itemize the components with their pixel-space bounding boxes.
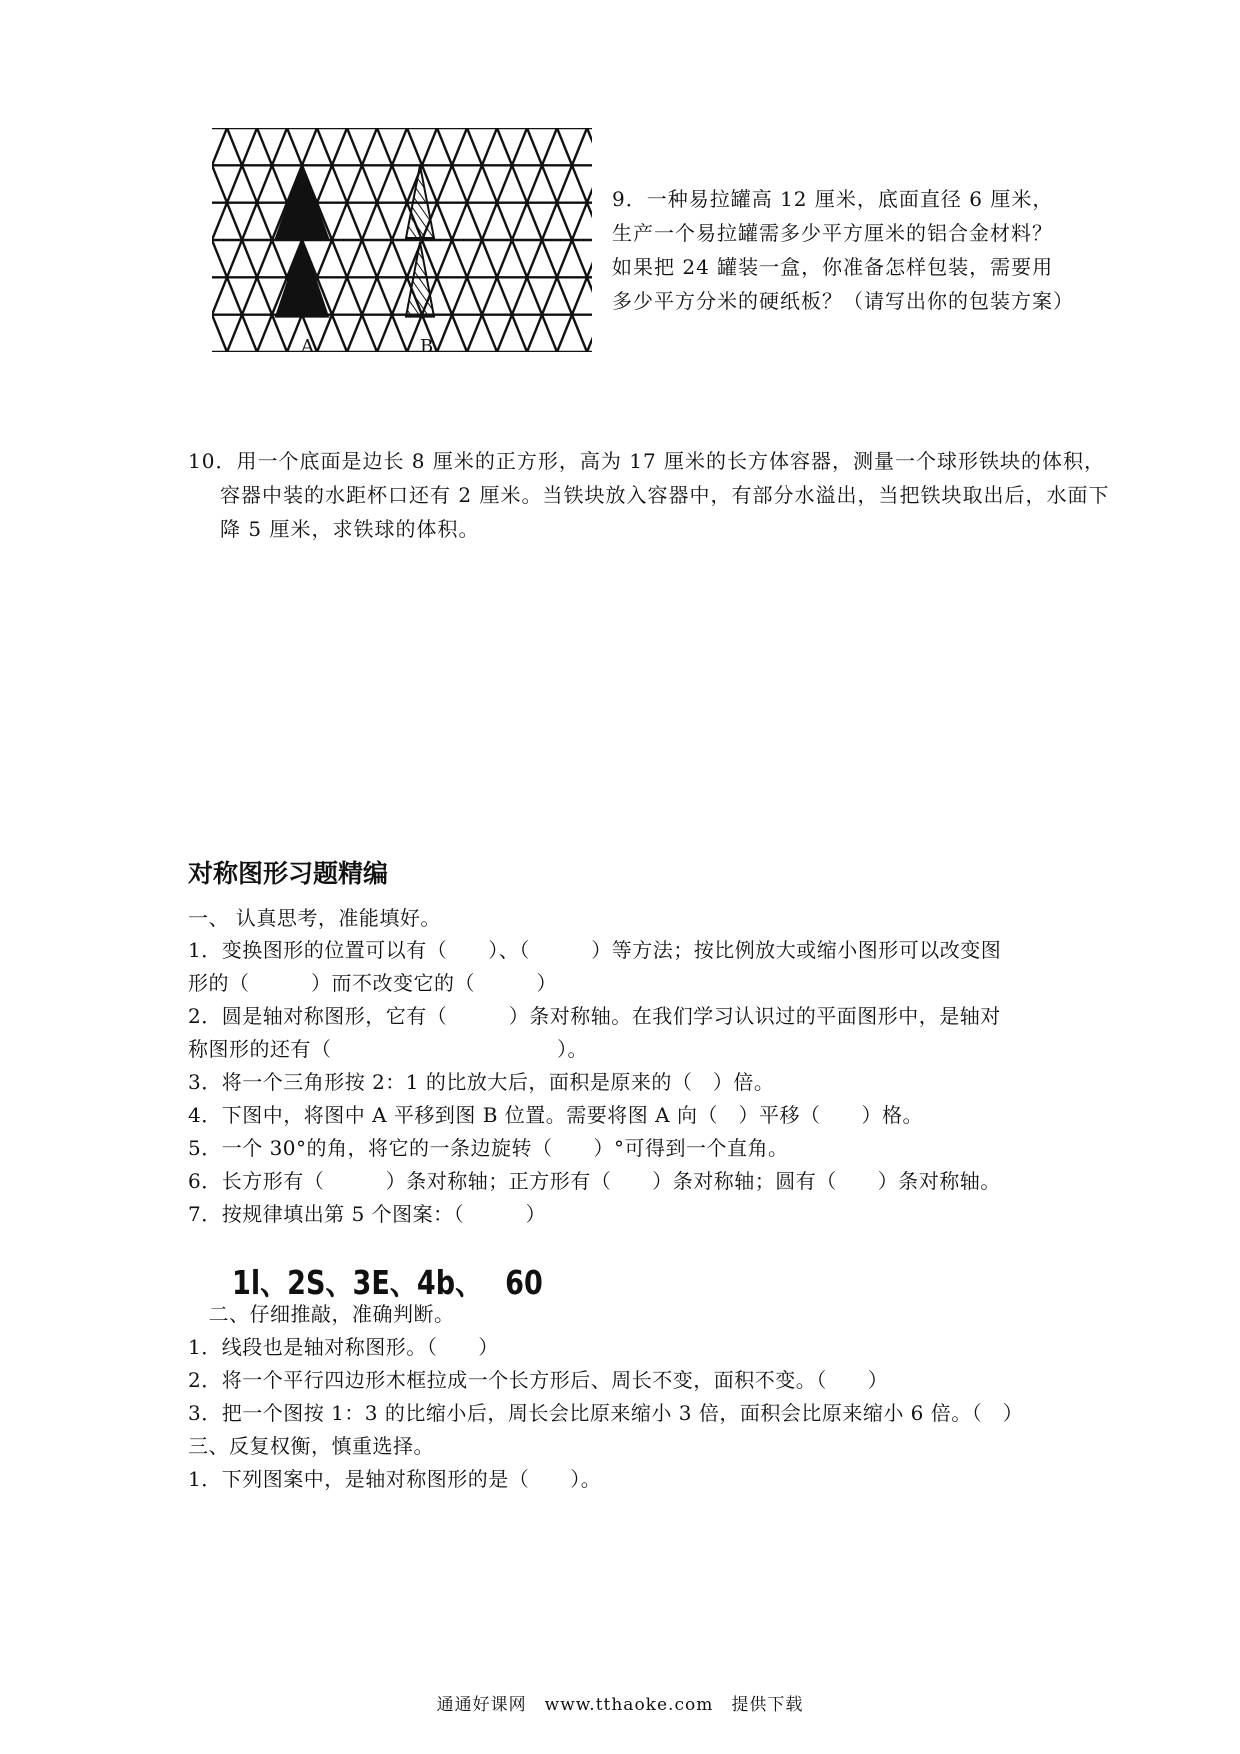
grid-diagonal-line <box>317 315 332 352</box>
grid-diagonal-line <box>452 165 467 202</box>
grid-diagonal-line <box>208 203 212 240</box>
grid-diagonal-line <box>587 277 598 314</box>
grid-diagonal-line <box>392 203 407 240</box>
grid-diagonal-line <box>527 128 542 165</box>
grid-diagonal-line <box>527 165 542 202</box>
grid-diagonal-line <box>272 165 287 202</box>
section-2-heading: 二、仔细推敲，准确判断。 <box>188 1302 455 1326</box>
grid-diagonal-line <box>377 240 392 277</box>
grid-diagonal-line <box>332 240 347 277</box>
grid-diagonal-line <box>437 315 452 352</box>
grid-diagonal-line <box>317 128 332 165</box>
grid-diagonal-line <box>572 203 587 240</box>
section-1-heading: 一、 认真思考，准能填好。 <box>188 906 441 930</box>
grid-diagonal-line <box>212 315 227 352</box>
grid-diagonal-line <box>272 315 287 352</box>
grid-diagonal-line <box>242 240 257 277</box>
grid-diagonal-line <box>437 128 452 165</box>
grid-diagonal-line <box>512 315 527 352</box>
grid-diagonal-line <box>587 165 598 202</box>
grid-diagonal-line <box>347 203 362 240</box>
grid-diagonal-line <box>512 277 527 314</box>
grid-diagonal-line <box>497 315 512 352</box>
grid-diagonal-line <box>542 240 557 277</box>
grid-diagonal-line <box>362 165 377 202</box>
grid-diagonal-line <box>527 315 542 352</box>
grid-diagonal-line <box>587 240 598 277</box>
grid-diagonal-line <box>572 277 587 314</box>
grid-diagonal-line <box>542 315 557 352</box>
grid-diagonal-line <box>482 277 497 314</box>
fill-question-1a: 1．变换图形的位置可以有（ ）、（ ）等方法；按比例放大或缩小图形可以改变图 <box>188 938 1002 962</box>
grid-diagonal-line <box>212 240 227 277</box>
label-b: B <box>420 336 434 357</box>
grid-diagonal-line <box>212 128 227 165</box>
choice-question-1: 1．下列图案中，是轴对称图形的是（ ）。 <box>188 1467 602 1491</box>
judge-question-2: 2．将一个平行四边形木框拉成一个长方形后、周长不变，面积不变。（ ） <box>188 1368 889 1392</box>
grid-diagonal-line <box>467 240 482 277</box>
grid-diagonal-line <box>242 165 257 202</box>
grid-lines <box>208 128 598 352</box>
grid-diagonal-line <box>392 128 407 165</box>
grid-diagonal-line <box>362 277 377 314</box>
grid-diagonal-line <box>377 315 392 352</box>
grid-diagonal-line <box>587 203 598 240</box>
grid-diagonal-line <box>332 165 347 202</box>
grid-diagonal-line <box>497 128 512 165</box>
grid-diagonal-line <box>362 128 377 165</box>
judge-question-1: 1．线段也是轴对称图形。（ ） <box>188 1335 499 1359</box>
grid-diagonal-line <box>392 165 407 202</box>
grid-diagonal-line <box>227 203 242 240</box>
grid-diagonal-line <box>542 203 557 240</box>
grid-diagonal-line <box>377 203 392 240</box>
grid-diagonal-line <box>527 240 542 277</box>
grid-diagonal-line <box>242 203 257 240</box>
grid-diagonal-line <box>512 240 527 277</box>
grid-diagonal-line <box>257 240 272 277</box>
grid-diagonal-line <box>332 315 347 352</box>
grid-diagonal-line <box>212 203 227 240</box>
fill-question-2a: 2．圆是轴对称图形，它有（ ）条对称轴。在我们学习认识过的平面图形中，是轴对 <box>188 1004 1001 1028</box>
grid-diagonal-line <box>257 203 272 240</box>
fill-question-3: 3．将一个三角形按 2：1 的比放大后，面积是原来的（ ）倍。 <box>188 1070 775 1094</box>
grid-diagonal-line <box>257 128 272 165</box>
fill-question-4: 4．下图中，将图中 A 平移到图 B 位置。需要将图 A 向（ ）平移（ ）格。 <box>188 1103 923 1127</box>
grid-diagonal-line <box>392 315 407 352</box>
grid-diagonal-line <box>377 165 392 202</box>
grid-diagonal-line <box>362 203 377 240</box>
grid-diagonal-line <box>227 315 242 352</box>
grid-diagonal-line <box>512 128 527 165</box>
grid-diagonal-line <box>257 165 272 202</box>
grid-diagonal-line <box>377 128 392 165</box>
grid-diagonal-line <box>227 165 242 202</box>
pattern-sequence: 1l、2S、3E、4b、 60 <box>232 1263 543 1302</box>
grid-diagonal-line <box>272 128 287 165</box>
grid-diagonal-line <box>512 203 527 240</box>
grid-diagonal-line <box>452 277 467 314</box>
triangle-grid-figure <box>208 124 598 360</box>
grid-diagonal-line <box>392 277 407 314</box>
grid-diagonal-line <box>208 315 212 352</box>
fill-question-5: 5．一个 30°的角，将它的一条边旋转（ ）°可得到一个直角。 <box>188 1136 789 1160</box>
grid-diagonal-line <box>227 240 242 277</box>
grid-diagonal-line <box>452 128 467 165</box>
grid-diagonal-line <box>437 240 452 277</box>
grid-diagonal-line <box>347 128 362 165</box>
grid-diagonal-line <box>347 165 362 202</box>
grid-diagonal-line <box>497 240 512 277</box>
footer: 通通好课网 www.tthaoke.com 提供下载 <box>436 1695 804 1715</box>
grid-diagonal-line <box>572 315 587 352</box>
grid-diagonal-line <box>557 315 572 352</box>
grid-diagonal-line <box>497 165 512 202</box>
grid-diagonal-line <box>482 128 497 165</box>
grid-diagonal-line <box>587 128 598 165</box>
grid-diagonal-line <box>242 277 257 314</box>
grid-diagonal-line <box>437 165 452 202</box>
question-10: 10．用一个底面是边长 8 厘米的正方形，高为 17 厘米的长方体容器，测量一个球形铁块的体积，容器中装的水距杯口还有 2 厘米。当铁块放入容器中，有部分水溢出，当把铁块取出后，水面下降 5 厘米，求铁球的体积。 <box>188 449 1110 541</box>
grid-diagonal-line <box>557 165 572 202</box>
grid-diagonal-line <box>242 128 257 165</box>
grid-diagonal-line <box>227 277 242 314</box>
section-3-heading: 三、反复权衡，慎重选择。 <box>188 1434 434 1458</box>
grid-diagonal-line <box>467 203 482 240</box>
grid-diagonal-line <box>572 240 587 277</box>
grid-diagonal-line <box>482 203 497 240</box>
label-a: A <box>301 336 314 357</box>
grid-diagonal-line <box>347 277 362 314</box>
grid-diagonal-line <box>302 128 317 165</box>
grid-diagonal-line <box>208 165 212 202</box>
judge-question-3: 3．把一个图按 1：3 的比缩小后，周长会比原来缩小 3 倍，面积会比原来缩小 6 倍。（ ） <box>188 1401 1024 1425</box>
grid-diagonal-line <box>212 277 227 314</box>
grid-diagonal-line <box>512 165 527 202</box>
grid-diagonal-line <box>392 240 407 277</box>
grid-diagonal-line <box>452 315 467 352</box>
grid-diagonal-line <box>208 128 212 165</box>
grid-diagonal-line <box>527 203 542 240</box>
grid-diagonal-line <box>287 315 302 352</box>
grid-diagonal-line <box>362 240 377 277</box>
fill-question-6: 6．长方形有（ ）条对称轴；正方形有（ ）条对称轴；圆有（ ）条对称轴。 <box>188 1169 1001 1193</box>
grid-diagonal-line <box>482 315 497 352</box>
grid-diagonal-line <box>208 277 212 314</box>
figure-b-lower-triangle <box>406 242 434 317</box>
grid-diagonal-line <box>272 240 287 277</box>
grid-diagonal-line <box>257 277 272 314</box>
grid-diagonal-line <box>362 315 377 352</box>
grid-diagonal-line <box>467 315 482 352</box>
grid-diagonal-line <box>332 203 347 240</box>
grid-diagonal-line <box>557 128 572 165</box>
grid-diagonal-line <box>467 165 482 202</box>
grid-diagonal-line <box>542 277 557 314</box>
grid-diagonal-line <box>557 277 572 314</box>
grid-diagonal-line <box>572 165 587 202</box>
grid-diagonal-line <box>437 203 452 240</box>
grid-diagonal-line <box>482 165 497 202</box>
grid-diagonal-line <box>467 128 482 165</box>
grid-diagonal-line <box>257 315 272 352</box>
fill-question-2b: 称图形的还有（ ）。 <box>188 1037 588 1061</box>
grid-diagonal-line <box>467 277 482 314</box>
grid-diagonal-line <box>242 315 257 352</box>
grid-diagonal-line <box>572 128 587 165</box>
grid-diagonal-line <box>377 277 392 314</box>
grid-diagonal-line <box>407 128 422 165</box>
grid-diagonal-line <box>542 165 557 202</box>
grid-diagonal-line <box>347 315 362 352</box>
grid-diagonal-line <box>227 128 242 165</box>
grid-diagonal-line <box>317 165 332 202</box>
question-9: 9．一种易拉罐高 12 厘米，底面直径 6 厘米，生产一个易拉罐需多少平方厘米的铝合金材料？如果把 24 罐装一盒，你准备怎样包装，需要用多少平方分米的硬纸板？（请写出你的包装方案） <box>612 187 1074 313</box>
grid-diagonal-line <box>587 315 598 352</box>
grid-diagonal-line <box>497 277 512 314</box>
grid-diagonal-line <box>542 128 557 165</box>
fill-question-1b: 形的（ ）而不改变它的（ ） <box>188 971 557 995</box>
grid-diagonal-line <box>422 128 437 165</box>
grid-diagonal-line <box>332 128 347 165</box>
grid-diagonal-line <box>437 277 452 314</box>
grid-diagonal-line <box>557 240 572 277</box>
grid-diagonal-line <box>212 165 227 202</box>
fill-question-7: 7．按规律填出第 5 个图案：（ ） <box>188 1202 547 1226</box>
grid-diagonal-line <box>557 203 572 240</box>
grid-diagonal-line <box>452 203 467 240</box>
grid-diagonal-line <box>208 240 212 277</box>
grid-diagonal-line <box>287 128 302 165</box>
grid-diagonal-line <box>347 240 362 277</box>
grid-diagonal-line <box>482 240 497 277</box>
grid-diagonal-line <box>497 203 512 240</box>
grid-diagonal-line <box>317 240 332 277</box>
section-title: 对称图形习题精编 <box>188 859 389 888</box>
grid-diagonal-line <box>527 277 542 314</box>
grid-diagonal-line <box>332 277 347 314</box>
grid-diagonal-line <box>452 240 467 277</box>
